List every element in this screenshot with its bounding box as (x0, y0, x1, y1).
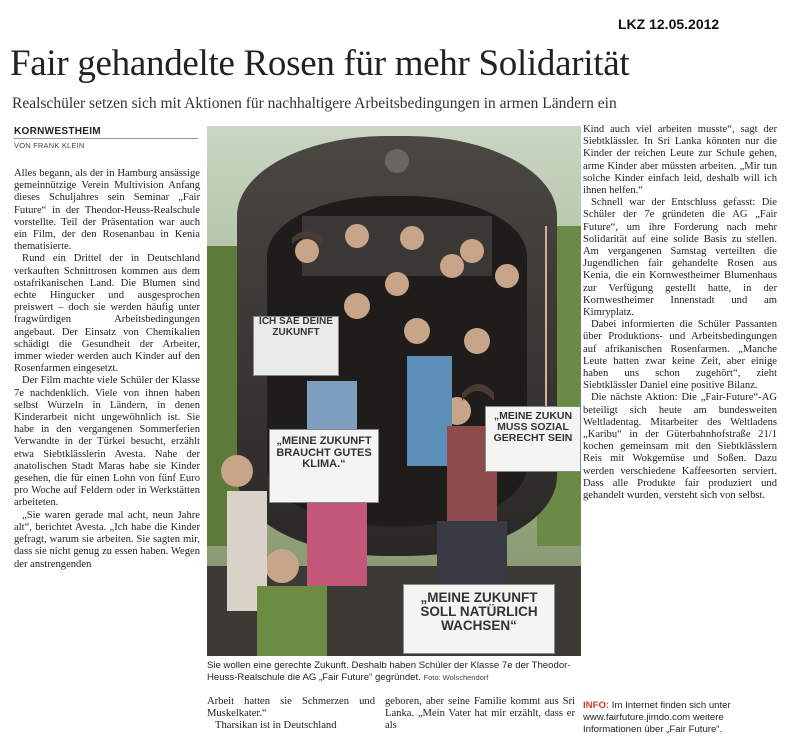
article-column-3 (385, 696, 575, 756)
sign-sozial-gerecht: „MEINE ZUKUN MUSS SOZIAL GERECHT SEIN (485, 406, 581, 472)
info-text: Im Internet finden sich unter www.fairfuture.jimdo.com weitere Informationen über „Fair Future“. (583, 700, 731, 735)
paragraph: Tharsikan ist in Deutschland (215, 720, 337, 732)
subheadline: Realschüler setzen sich mit Aktionen für nachhaltigere Arbeitsbedingungen in armen Ländern ein (12, 95, 617, 112)
info-box (583, 700, 779, 736)
paragraph: Arbeit hatten sie Schmerzen und Muskelkater.“ (207, 696, 375, 720)
photo-illustration (207, 126, 581, 656)
paragraph: geboren, aber seine Familie kommt aus Sri Lanka. „Mein Vater hat mir erzählt, dass er als (385, 696, 575, 732)
sign-natuerlich-wachsen: „MEINE ZUKUNFT SOLL NATÜRLICH WACHSEN“ (403, 584, 555, 654)
info-label: INFO: (583, 700, 610, 711)
paragraph: Schnell war der Entschluss gefasst: Die Schüler der 7e gründeten die AG „Fair Future“, um ihre Forderung nach mehr Solidarität auf eine solide Basis zu stellen. Am vergangenen Samstag verteilten die Jugendlichen fair gehandelte Rosen aus Kenia, die ein Kornwestheimer Blumenhaus zur Verfügung gestellt hatte, in der Kornwestheimer Innenstadt und am Kimryplatz. (583, 197, 777, 319)
paragraph: Kind auch viel arbeiten musste“, sagt der Siebtklässler. In Sri Lanka könnten nur die Kinder der reichen Leute zur Schule gehen, arme Kinder aber müssten arbeiten. „Mir tun solche Kinder einfach leid, deshalb will ich ihnen helfen.“ (583, 124, 777, 197)
paragraph: „Sie waren gerade mal acht, neun Jahre alt“, berichtet Avesta. „Ich habe die Kinder gefragt, warum sie arbeiten. Sie sagten mir, dass sie nicht genug zu essen haben. Wegen der anstrengenden (14, 509, 200, 570)
paragraph: Der Film machte viele Schüler der Klasse 7e nachdenklich. Viele von ihnen haben selbst Wurzeln in Ländern, in denen Kinderarbeit nicht ungewöhnlich ist. Sie habe in den vergangenen Sommerferien Verwandte in der Türkei besucht, erzählt etwa Siebtklässlerin Avesta. Nahe der anatolischen Stadt Maras habe sie Kinder gesehen, die für einen Lohn von fünf Euro pro Woche auf Feldern oder in Werkstätten arbeiteten. (14, 375, 200, 509)
article-column-1 (14, 168, 200, 756)
group-photo (207, 126, 581, 656)
photo-caption (207, 660, 581, 684)
paragraph: Die nächste Aktion: Die „Fair-Future“-AG beteiligt sich heute am bundesweiten Weltladentag. Mitarbeiter des Weltladens „Karibu“ in der Güterbahnhofstraße 21/1 kochen gemeinsam mit den Siebtklässlern Reis mit Wokgemüse und Soßen. Dazu werden verschiedene Kaffeesorten serviert. Dass alle Produkte fair produziert und gehandelt wurden, versteht sich von selbst. (583, 392, 777, 502)
headline: Fair gehandelte Rosen für mehr Solidarität (10, 43, 630, 84)
source-date: LKZ 12.05.2012 (618, 16, 720, 32)
dateline: KORNWESTHEIM (14, 126, 198, 139)
sign-gutes-klima: „MEINE ZUKUNFT BRAUCHT GUTES KLIMA.“ (269, 429, 379, 503)
paragraph: Dabei informierten die Schüler Passanten über Produktions- und Arbeitsbedingungen auf afrikanischen Rosenfarmen. „Manche Leute hatten zwar keine Zeit, aber einige haben uns schon zugehört“, zieht Siebtklässler Daniel eine positive Bilanz. (583, 319, 777, 392)
sign-ich-saee: ICH SÄE DEINE ZUKUNFT (253, 316, 339, 376)
paragraph: Rund ein Drittel der in Deutschland verkauften Schnittrosen kommen aus dem ostafrikanischen Land. Die Blumen sind echte Hingucker und ausgesprochen preiswert – doch sie werden häufig unter fragwürdigen Arbeitsbedingungen angebaut. Der Einsatz von Chemikalien schädigt die Gesundheit der Arbeiter, immer wieder werden auch Kinder auf den Rosenfarmen eingesetzt. (14, 253, 200, 375)
caption-text: Sie wollen eine gerechte Zukunft. Deshalb haben Schüler der Klasse 7e der Theodor-Heuss-Realschule die AG „Fair Future“ gegründet. (207, 660, 571, 683)
article-column-4 (583, 124, 777, 690)
article-column-2 (207, 696, 375, 756)
author-byline: VON FRANK KLEIN (14, 141, 85, 150)
photo-credit: Foto: Wolschendorf (423, 673, 489, 682)
paragraph: Alles begann, als der in Hamburg ansässige gemeinnützige Verein Multivision Anfang dieses Schuljahres sein Seminar „Fair Future“ in der Theodor-Heuss-Realschule vorstellte. Teil der Präsentation war auch ein Film, der den Rosenanbau in Kenia thematisierte. (14, 168, 200, 253)
